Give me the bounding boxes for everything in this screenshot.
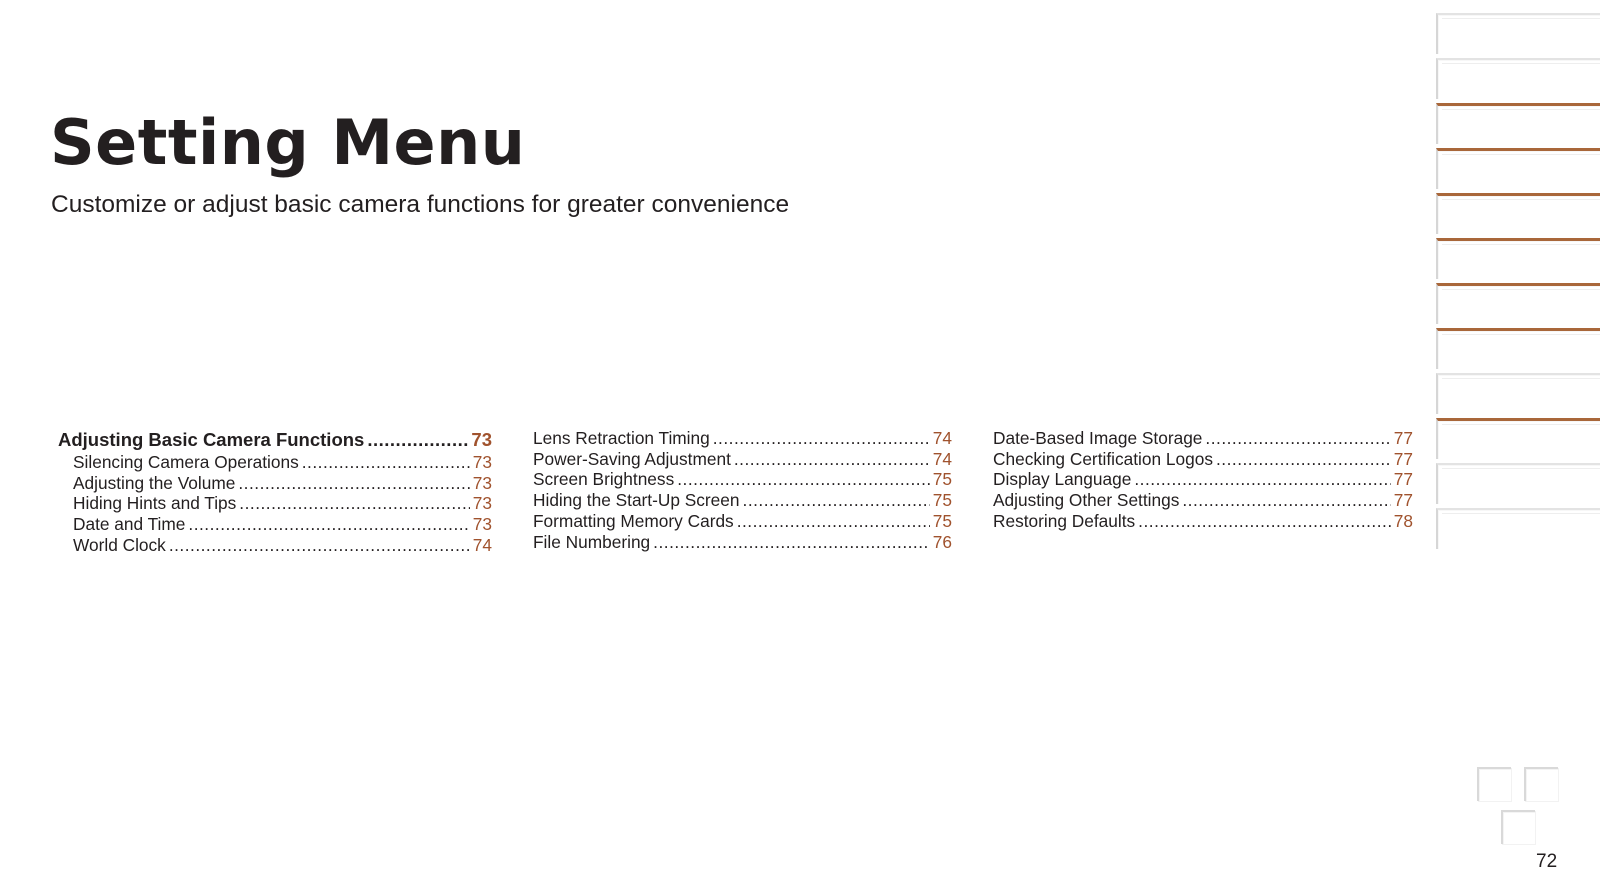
toc-leader-dots	[713, 428, 930, 449]
toc-item[interactable]	[533, 532, 952, 553]
toc-item-page[interactable]: 77	[1393, 490, 1413, 511]
chapter-tab[interactable]	[1436, 103, 1600, 144]
toc-item-page[interactable]: 74	[472, 534, 492, 555]
page-number: 72	[1536, 851, 1558, 872]
toc-leader-dots	[1205, 428, 1390, 449]
toc-item-label: Display Language	[993, 469, 1132, 490]
chapter-tab[interactable]	[1436, 418, 1600, 459]
chapter-tab[interactable]	[1436, 193, 1600, 234]
toc-item-label: Formatting Memory Cards	[533, 510, 734, 531]
toc-item[interactable]	[58, 452, 492, 473]
toc-item-page[interactable]: 75	[932, 490, 952, 511]
toc-leader-dots	[737, 511, 930, 532]
toc-column-3	[993, 428, 1413, 532]
toc-item-page[interactable]: 73	[472, 514, 492, 535]
chapter-tabs	[1436, 13, 1600, 553]
toc-item-page[interactable]: 76	[932, 531, 952, 552]
toc-item-label: Hiding the Start-Up Screen	[533, 490, 740, 511]
toc-item-page[interactable]: 74	[932, 428, 952, 448]
toc-item[interactable]	[993, 449, 1413, 470]
toc-item[interactable]	[993, 469, 1413, 490]
toc-column-1	[58, 428, 492, 556]
chapter-tab[interactable]	[1436, 13, 1600, 54]
previous-page-button[interactable]	[1477, 767, 1511, 801]
toc-item[interactable]	[58, 514, 492, 535]
toc-item-label: Lens Retraction Timing	[533, 428, 710, 448]
toc-item-label: Silencing Camera Operations	[73, 452, 299, 472]
toc-item-label: Checking Certification Logos	[993, 448, 1213, 469]
toc-leader-dots	[169, 535, 470, 556]
toc-leader-dots	[743, 490, 930, 511]
chapter-tab[interactable]	[1436, 58, 1600, 99]
toc-column-2	[533, 428, 952, 552]
toc-leader-dots	[1134, 469, 1390, 490]
toc-item-label: Date and Time	[73, 514, 186, 535]
toc-leader-dots	[238, 473, 469, 494]
toc-leader-dots	[653, 532, 930, 553]
toc-item-label: Adjusting the Volume	[73, 472, 236, 493]
toc-item-page[interactable]: 77	[1393, 448, 1413, 469]
page-subtitle: Customize or adjust basic camera functions for greater convenience	[51, 191, 790, 218]
toc-item[interactable]	[58, 535, 492, 556]
toc-leader-dots	[1216, 449, 1391, 470]
toc-item[interactable]	[993, 511, 1413, 532]
chapter-tab[interactable]	[1436, 373, 1600, 414]
chapter-tab[interactable]	[1436, 148, 1600, 189]
toc-item[interactable]	[533, 449, 952, 470]
toc-item-label: Screen Brightness	[533, 469, 675, 490]
toc-item-page[interactable]: 75	[932, 469, 952, 490]
toc-item-page[interactable]: 77	[1393, 428, 1413, 448]
next-page-button[interactable]	[1524, 767, 1558, 801]
toc-item-page[interactable]: 75	[932, 510, 952, 531]
toc-item[interactable]	[993, 490, 1413, 511]
toc-leader-dots	[188, 514, 469, 535]
toc-item-label: World Clock	[73, 534, 166, 555]
toc-item-label: Date-Based Image Storage	[993, 428, 1203, 448]
toc-item[interactable]	[533, 428, 952, 449]
toc-item-label: Adjusting Other Settings	[993, 490, 1180, 511]
chapter-tab[interactable]	[1436, 328, 1600, 369]
toc-leader-dots	[367, 428, 468, 452]
toc-leader-dots	[677, 469, 930, 490]
chapter-tab[interactable]	[1436, 238, 1600, 279]
toc-item[interactable]	[533, 469, 952, 490]
toc-item[interactable]	[58, 473, 492, 494]
toc-item-page[interactable]: 73	[472, 493, 492, 514]
toc-item-page[interactable]: 73	[472, 452, 492, 472]
chapter-tab[interactable]	[1436, 463, 1600, 504]
toc-item[interactable]	[58, 493, 492, 514]
toc-item-label: Power-Saving Adjustment	[533, 448, 731, 469]
toc-item-page[interactable]: 77	[1393, 469, 1413, 490]
toc-section-heading[interactable]	[58, 428, 492, 452]
toc-item-page[interactable]: 73	[472, 472, 492, 493]
home-button[interactable]	[1501, 810, 1535, 844]
toc-leader-dots	[734, 449, 930, 470]
toc-item-page[interactable]: 74	[932, 448, 952, 469]
chapter-tab[interactable]	[1436, 508, 1600, 549]
toc-item-label: Restoring Defaults	[993, 510, 1136, 531]
toc-item[interactable]	[993, 428, 1413, 449]
toc-heading-page[interactable]: 73	[471, 429, 492, 450]
toc-item-page[interactable]: 78	[1393, 510, 1413, 531]
toc-leader-dots	[1138, 511, 1391, 532]
chapter-tab[interactable]	[1436, 283, 1600, 324]
toc-leader-dots	[302, 452, 470, 473]
page-title: Setting Menu	[50, 106, 526, 179]
toc-item-label: Hiding Hints and Tips	[73, 493, 237, 514]
toc-item[interactable]	[533, 490, 952, 511]
toc-leader-dots	[239, 493, 469, 514]
toc-item[interactable]	[533, 511, 952, 532]
toc-heading-label: Adjusting Basic Camera Functions	[58, 429, 365, 450]
toc-item-label: File Numbering	[533, 531, 651, 552]
toc-leader-dots	[1182, 490, 1390, 511]
